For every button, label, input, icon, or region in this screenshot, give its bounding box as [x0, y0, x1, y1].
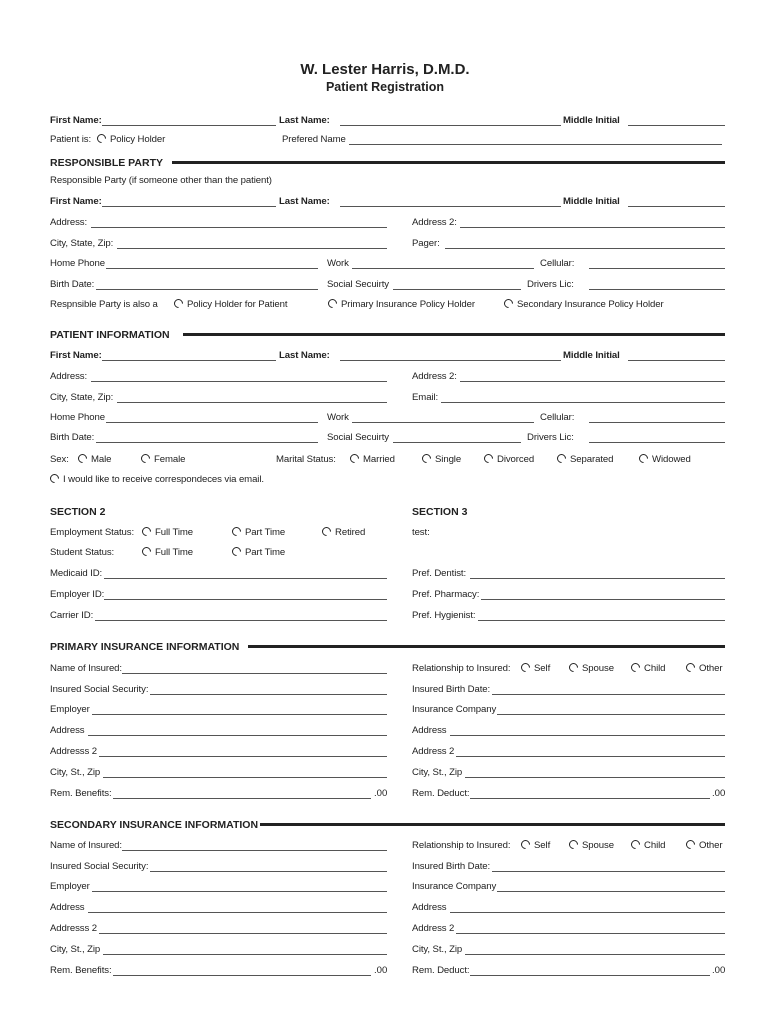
student-part-time-radio[interactable]: Part Time: [232, 547, 285, 559]
radio-icon: [172, 297, 185, 310]
pri-benefits-label: Rem. Benefits:: [50, 788, 112, 799]
sec-other-radio[interactable]: Other: [686, 840, 723, 852]
pat-last-name-field[interactable]: [340, 360, 561, 361]
sec-self-radio[interactable]: Self: [521, 840, 550, 852]
sec-spouse-radio[interactable]: Spouse: [569, 840, 614, 852]
first-name-field[interactable]: [102, 125, 276, 126]
marital-separated-radio[interactable]: Separated: [557, 454, 613, 466]
pref-dentist-label: Pref. Dentist:: [412, 568, 467, 579]
pri-address-r-field[interactable]: [450, 735, 725, 736]
resp-address2-field[interactable]: [460, 227, 725, 228]
resp-address-label: Address:: [50, 217, 88, 228]
radio-icon: [95, 132, 108, 145]
student-status-label: Student Status:: [50, 547, 115, 558]
pat-ssn-field[interactable]: [393, 442, 521, 443]
marital-single-radio[interactable]: Single: [422, 454, 461, 466]
resp-first-name-label: First Name:: [50, 196, 102, 207]
pri-birth-date-field[interactable]: [492, 694, 725, 695]
form-title: W. Lester Harris, D.M.D.: [300, 61, 470, 78]
employment-part-time-radio[interactable]: Part Time: [232, 527, 285, 539]
pat-drivers-lic-label: Drivers Lic:: [527, 432, 574, 443]
resp-policy-holder-radio[interactable]: Policy Holder for Patient: [174, 299, 287, 311]
employment-full-time-radio[interactable]: Full Time: [142, 527, 193, 539]
radio-icon: [684, 838, 697, 851]
radio-icon: [502, 297, 515, 310]
section2-heading: SECTION 2: [50, 506, 106, 518]
pref-hygienist-label: Pref. Hygienist:: [412, 610, 476, 621]
resp-home-phone-label: Home Phone: [50, 258, 105, 269]
marital-status-label: Marital Status:: [276, 454, 336, 465]
sec-deduct-field[interactable]: [470, 975, 710, 976]
preferred-name-field[interactable]: [349, 144, 722, 145]
pri-city-r-field[interactable]: [465, 777, 725, 778]
middle-initial-field[interactable]: [628, 125, 725, 126]
test-label: test:: [412, 527, 430, 538]
resp-also-label: Respnsible Party is also a: [50, 299, 158, 310]
last-name-field[interactable]: [340, 125, 561, 126]
sec-city-r-label: City, St., Zip: [412, 944, 463, 955]
marital-widowed-radio[interactable]: Widowed: [639, 454, 691, 466]
section-divider: [248, 645, 725, 648]
resp-ssn-label: Social Secuirty: [327, 279, 389, 290]
sec-company-field[interactable]: [497, 891, 725, 892]
pri-address2-field[interactable]: [99, 756, 387, 757]
radio-icon: [320, 525, 333, 538]
pat-work-field[interactable]: [352, 422, 534, 423]
radio-icon: [482, 452, 495, 465]
pat-first-name-field[interactable]: [102, 360, 276, 361]
radio-icon: [230, 525, 243, 538]
resp-pager-field[interactable]: [445, 248, 725, 249]
radio-icon: [140, 525, 153, 538]
pat-ssn-label: Social Secuirty: [327, 432, 389, 443]
medicaid-id-label: Medicaid ID:: [50, 568, 103, 579]
pri-deduct-cents: .00: [712, 788, 726, 799]
last-name-label: Last Name:: [279, 115, 330, 126]
pri-relationship-label: Relationship to Insured:: [412, 663, 511, 674]
sec-employer-field[interactable]: [92, 891, 387, 892]
sec-employer-label: Employer: [50, 881, 90, 892]
sec-company-label: Insurance Company: [412, 881, 497, 892]
pri-address-label: Address: [50, 725, 85, 736]
sec-ssn-field[interactable]: [150, 871, 387, 872]
pri-ssn-field[interactable]: [150, 694, 387, 695]
sec-insured-label: Name of Insured:: [50, 840, 122, 851]
sec-deduct-cents: .00: [712, 965, 726, 976]
pat-middle-initial-label: Middle Initial: [563, 350, 620, 361]
carrier-id-label: Carrier ID:: [50, 610, 94, 621]
sec-address-field[interactable]: [88, 912, 387, 913]
sex-female-radio[interactable]: Female: [141, 454, 185, 466]
radio-icon: [140, 545, 153, 558]
responsible-party-heading: RESPONSIBLE PARTY: [50, 157, 163, 169]
pri-benefits-field[interactable]: [113, 798, 371, 799]
preferred-name-label: Prefered Name: [282, 134, 346, 145]
sec-address2-field[interactable]: [99, 933, 387, 934]
resp-work-label: Work: [327, 258, 349, 269]
pri-birth-date-label: Insured Birth Date:: [412, 684, 491, 695]
pat-drivers-lic-field[interactable]: [589, 442, 725, 443]
pat-home-phone-label: Home Phone: [50, 412, 105, 423]
sec-address2-r-field[interactable]: [456, 933, 725, 934]
pat-address-label: Address:: [50, 371, 88, 382]
resp-last-name-field[interactable]: [340, 206, 561, 207]
resp-work-field[interactable]: [352, 268, 534, 269]
radio-icon: [519, 838, 532, 851]
pref-pharmacy-field[interactable]: [481, 599, 725, 600]
radio-icon: [567, 838, 580, 851]
pri-address2-r-field[interactable]: [456, 756, 725, 757]
pri-city-label: City, St., Zip: [50, 767, 101, 778]
resp-city-field[interactable]: [117, 248, 387, 249]
resp-cellular-label: Cellular:: [540, 258, 575, 269]
sec-city-r-field[interactable]: [465, 954, 725, 955]
pri-city-r-label: City, St., Zip: [412, 767, 463, 778]
email-pref-radio[interactable]: I would like to receive correspondeces via email.: [50, 474, 264, 486]
sec-city-label: City, St., Zip: [50, 944, 101, 955]
pri-other-radio[interactable]: Other: [686, 663, 723, 675]
radio-icon: [637, 452, 650, 465]
section-divider: [172, 161, 725, 164]
sec-relationship-label: Relationship to Insured:: [412, 840, 511, 851]
pat-last-name-label: Last Name:: [279, 350, 330, 361]
resp-drivers-lic-field[interactable]: [589, 289, 725, 290]
secondary-insurance-heading: SECONDARY INSURANCE INFORMATION: [50, 819, 259, 831]
employer-id-field[interactable]: [104, 599, 387, 600]
employer-id-label: Employer ID:: [50, 589, 105, 600]
radio-icon: [76, 452, 89, 465]
sec-address2-r-label: Address 2: [412, 923, 455, 934]
pat-work-label: Work: [327, 412, 349, 423]
pat-home-phone-field[interactable]: [106, 422, 318, 423]
pri-deduct-field[interactable]: [470, 798, 710, 799]
pri-address-r-label: Address: [412, 725, 447, 736]
radio-icon: [629, 661, 642, 674]
sec-address-r-field[interactable]: [450, 912, 725, 913]
pat-email-label: Email:: [412, 392, 439, 403]
radio-icon: [230, 545, 243, 558]
sex-male-radio[interactable]: Male: [78, 454, 111, 466]
resp-pager-label: Pager:: [412, 238, 440, 249]
pri-insured-label: Name of Insured:: [50, 663, 122, 674]
responsible-note: Responsible Party (if someone other than the patient): [50, 175, 272, 186]
pri-city-field[interactable]: [103, 777, 387, 778]
radio-icon: [629, 838, 642, 851]
radio-icon: [684, 661, 697, 674]
radio-icon: [348, 452, 361, 465]
patient-is-label: Patient is:: [50, 134, 92, 145]
sec-benefits-field[interactable]: [113, 975, 371, 976]
pat-city-label: City, State, Zip:: [50, 392, 114, 403]
student-full-time-radio[interactable]: Full Time: [142, 547, 193, 559]
resp-ssn-field[interactable]: [393, 289, 521, 290]
employment-status-label: Employment Status:: [50, 527, 135, 538]
resp-address2-label: Address 2:: [412, 217, 457, 228]
pref-dentist-field[interactable]: [470, 578, 725, 579]
pri-address2-r-label: Address 2: [412, 746, 455, 757]
resp-birth-date-label: Birth Date:: [50, 279, 95, 290]
pref-pharmacy-label: Pref. Pharmacy:: [412, 589, 480, 600]
pat-address2-label: Address 2:: [412, 371, 457, 382]
pref-hygienist-field[interactable]: [478, 620, 725, 621]
radio-icon: [519, 661, 532, 674]
pri-spouse-radio[interactable]: Spouse: [569, 663, 614, 675]
sec-benefits-cents: .00: [374, 965, 388, 976]
section-divider: [183, 333, 725, 336]
sex-label: Sex:: [50, 454, 69, 465]
sec-address-r-label: Address: [412, 902, 447, 913]
first-name-label: First Name:: [50, 115, 102, 126]
pat-birth-date-field[interactable]: [96, 442, 318, 443]
pat-address-field[interactable]: [91, 381, 387, 382]
radio-icon: [48, 472, 61, 485]
pat-address2-field[interactable]: [460, 381, 725, 382]
resp-secondary-holder-radio[interactable]: Secondary Insurance Policy Holder: [504, 299, 664, 311]
resp-address-field[interactable]: [91, 227, 387, 228]
pat-city-field[interactable]: [117, 402, 387, 403]
resp-primary-holder-radio[interactable]: Primary Insurance Policy Holder: [328, 299, 475, 311]
medicaid-id-field[interactable]: [104, 578, 387, 579]
pri-deduct-label: Rem. Deduct:: [412, 788, 470, 799]
pat-cellular-field[interactable]: [589, 422, 725, 423]
pat-email-field[interactable]: [441, 402, 725, 403]
sec-benefits-label: Rem. Benefits:: [50, 965, 112, 976]
resp-middle-initial-label: Middle Initial: [563, 196, 620, 207]
sec-birth-date-label: Insured Birth Date:: [412, 861, 491, 872]
resp-middle-initial-field[interactable]: [628, 206, 725, 207]
resp-home-phone-field[interactable]: [106, 268, 318, 269]
patient-info-heading: PATIENT INFORMATION: [50, 329, 170, 341]
section3-heading: SECTION 3: [412, 506, 468, 518]
pat-first-name-label: First Name:: [50, 350, 102, 361]
pri-child-radio[interactable]: Child: [631, 663, 665, 675]
primary-insurance-heading: PRIMARY INSURANCE INFORMATION: [50, 641, 240, 653]
sec-city-field[interactable]: [103, 954, 387, 955]
marital-divorced-radio[interactable]: Divorced: [484, 454, 534, 466]
sec-address2-label: Addresss 2: [50, 923, 97, 934]
resp-birth-date-field[interactable]: [96, 289, 318, 290]
marital-married-radio[interactable]: Married: [350, 454, 395, 466]
radio-icon: [567, 661, 580, 674]
radio-icon: [326, 297, 339, 310]
sec-deduct-label: Rem. Deduct:: [412, 965, 470, 976]
radio-icon: [139, 452, 152, 465]
form-subtitle: Patient Registration: [325, 80, 445, 94]
employment-retired-radio[interactable]: Retired: [322, 527, 365, 539]
resp-cellular-field[interactable]: [589, 268, 725, 269]
sec-address-label: Address: [50, 902, 85, 913]
radio-icon: [555, 452, 568, 465]
pri-address2-label: Addresss 2: [50, 746, 97, 757]
sec-child-radio[interactable]: Child: [631, 840, 665, 852]
pri-insured-field[interactable]: [122, 673, 387, 674]
carrier-id-field[interactable]: [95, 620, 387, 621]
pri-ssn-label: Insured Social Security:: [50, 684, 149, 695]
pri-self-radio[interactable]: Self: [521, 663, 550, 675]
pri-company-label: Insurance Company: [412, 704, 497, 715]
resp-drivers-lic-label: Drivers Lic:: [527, 279, 574, 290]
pat-cellular-label: Cellular:: [540, 412, 575, 423]
radio-icon: [420, 452, 433, 465]
resp-city-label: City, State, Zip:: [50, 238, 114, 249]
pat-birth-date-label: Birth Date:: [50, 432, 95, 443]
pri-company-field[interactable]: [497, 714, 725, 715]
resp-last-name-label: Last Name:: [279, 196, 330, 207]
middle-initial-label: Middle Initial: [563, 115, 620, 126]
section-divider: [260, 823, 725, 826]
pri-address-field[interactable]: [88, 735, 387, 736]
sec-ssn-label: Insured Social Security:: [50, 861, 149, 872]
resp-first-name-field[interactable]: [102, 206, 276, 207]
pri-benefits-cents: .00: [374, 788, 388, 799]
policy-holder-radio[interactable]: Policy Holder: [97, 134, 165, 146]
pri-employer-label: Employer: [50, 704, 90, 715]
pat-middle-initial-field[interactable]: [628, 360, 725, 361]
sec-insured-field[interactable]: [122, 850, 387, 851]
pri-employer-field[interactable]: [92, 714, 387, 715]
sec-birth-date-field[interactable]: [492, 871, 725, 872]
